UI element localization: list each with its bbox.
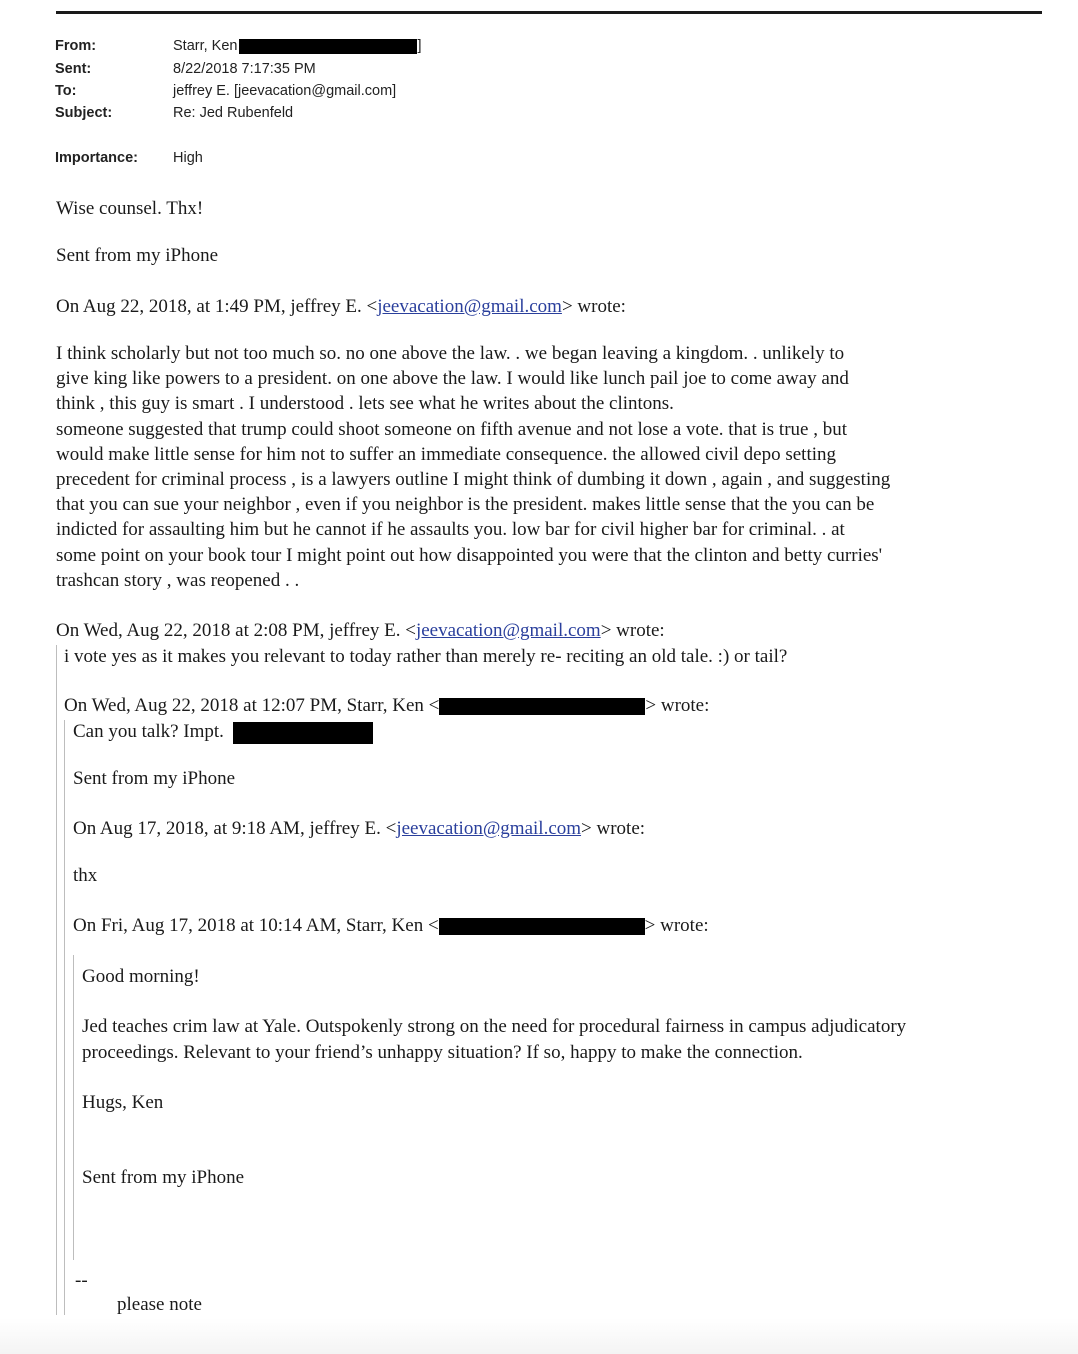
- importance-label: Importance:: [55, 150, 138, 166]
- quoted-line: Jed teaches crim law at Yale. Outspokenly strong on the need for procedural fairness in campus adjudicatory: [82, 1016, 907, 1037]
- from-value: Starr, Ken: [173, 38, 238, 54]
- paragraph-line: trashcan story , was reopened . .: [56, 569, 300, 591]
- quoted-line: Can you talk? Impt.: [73, 719, 373, 744]
- redaction-box: [239, 39, 417, 54]
- paragraph-line: give king like powers to a president. on one above the law. I would like lunch pail joe to come away and: [56, 368, 849, 390]
- quote-intro: On Fri, Aug 17, 2018 at 10:14 AM, Starr, Ken < > wrote:: [73, 915, 709, 936]
- quoted-signature: Sent from my iPhone: [82, 1167, 245, 1188]
- sent-value: 8/22/2018 7:17:35 PM: [173, 61, 316, 77]
- redaction-box: [233, 722, 373, 744]
- quote-intro: On Aug 22, 2018, at 1:49 PM, jeffrey E. <jeevacation@gmail.com> wrote:: [56, 296, 626, 317]
- email-link[interactable]: jeevacation@gmail.com: [396, 818, 582, 839]
- redaction-box: [439, 918, 645, 935]
- quoted-line: thx: [73, 865, 98, 886]
- page-bottom-edge: [0, 1318, 1078, 1354]
- quoted-closing: Hugs, Ken: [82, 1092, 164, 1113]
- quote-intro: On Wed, Aug 22, 2018 at 2:08 PM, jeffrey E. <jeevacation@gmail.com> wrote:: [56, 620, 665, 641]
- paragraph-line: some point on your book tour I might point out how disappointed you were that the clinton and betty curries': [56, 544, 883, 566]
- from-label: From:: [55, 38, 97, 54]
- quote-level-1-bar: [56, 645, 57, 1315]
- message-line: Wise counsel. Thx!: [56, 198, 204, 219]
- quote-level-2-bar: [64, 720, 65, 1315]
- sent-label: Sent:: [55, 61, 92, 77]
- paragraph-line: think , this guy is smart . I understood . lets see what he writes about the clintons.: [56, 393, 674, 415]
- redaction-box: [439, 698, 645, 715]
- quoted-signature: Sent from my iPhone: [73, 768, 236, 789]
- importance-value: High: [173, 150, 203, 166]
- subject-value: Re: Jed Rubenfeld: [173, 105, 294, 121]
- to-value: jeffrey E. [jeevacation@gmail.com]: [173, 83, 397, 99]
- message-signature: Sent from my iPhone: [56, 245, 219, 266]
- quoted-line: proceedings. Relevant to your friend’s unhappy situation? If so, happy to make the connection.: [82, 1042, 803, 1063]
- email-link[interactable]: jeevacation@gmail.com: [377, 296, 562, 317]
- paragraph-line: I think scholarly but not too much so. no one above the law. . we began leaving a kingdom. . unlikely to: [56, 343, 845, 364]
- paragraph-line: that you can sue your neighbor , even if you neighbor is the president. makes little sense that the you can be: [56, 494, 875, 516]
- quote-intro: On Aug 17, 2018, at 9:18 AM, jeffrey E. <jeevacation@gmail.com> wrote:: [73, 818, 646, 839]
- top-rule: [56, 11, 1042, 14]
- quoted-paragraph: [56, 341, 890, 593]
- paragraph-line: would make little sense for him not to suffer an immediate consequence. the allowed civil depo setting: [56, 443, 837, 465]
- paragraph-line: precedent for criminal process , is a lawyers outline I might think of dumbing it down , again , and suggesting: [56, 469, 891, 491]
- quote-intro: On Wed, Aug 22, 2018 at 12:07 PM, Starr, Ken < > wrote:: [64, 695, 710, 716]
- email-link[interactable]: jeevacation@gmail.com: [415, 620, 601, 641]
- to-label: To:: [55, 83, 77, 99]
- subject-label: Subject:: [55, 105, 113, 121]
- signature-separator: --: [75, 1270, 88, 1291]
- paragraph-line: indicted for assaulting him but he cannot if he assaults you. low bar for civil higher bar for criminal. . at: [56, 519, 845, 541]
- quote-level-3-bar: [73, 955, 74, 1260]
- footer-note: please note: [117, 1294, 202, 1315]
- quoted-greeting: Good morning!: [82, 966, 200, 987]
- quoted-line: i vote yes as it makes you relevant to today rather than merely re- reciting an old tale. :) or tail?: [64, 646, 788, 667]
- paragraph-line: someone suggested that trump could shoot someone on fifth avenue and not lose a vote. that is true , but: [56, 418, 847, 440]
